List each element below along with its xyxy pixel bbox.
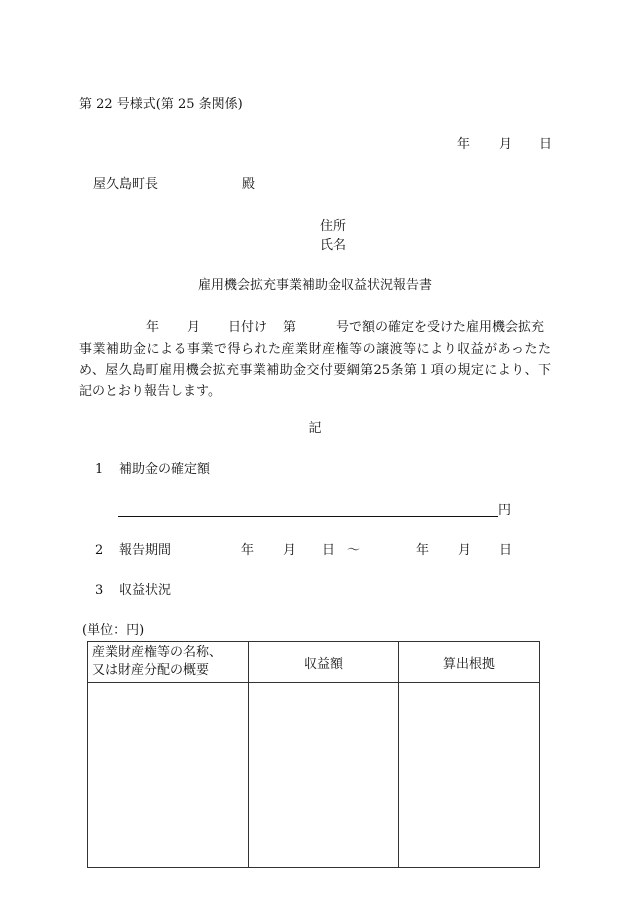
submission-date-day: 日 [539,137,553,152]
period-separator: ～ [347,543,361,558]
period-end-month: 月 [458,543,472,558]
recipient-name: 屋久島町長 [93,177,159,192]
submission-date-month: 月 [499,137,513,152]
body-year: 年 [146,320,160,335]
header-property-name-line1: 産業財産権等の名称、 [92,645,223,660]
cell-revenue-amount [249,683,399,868]
header-property-name-line2: 又は財産分配の概要 [92,663,210,678]
body-line-4: 記のとおり報告します。 [79,384,221,399]
body-line-3: め、屋久島町雇用機会拡充事業補助金交付要綱第25条第１項の規定により、下 [79,363,551,378]
cell-property-name [88,683,249,868]
header-property-name [88,642,249,683]
period-start-year: 年 [241,543,255,558]
item-1-label: 補助金の確定額 [119,462,211,477]
item-2-label: 報告期間 [119,543,172,558]
table-header-row [88,642,540,683]
name-label: 氏名 [320,238,347,253]
unit-note: (単位：円) [82,623,145,638]
body-line1-rest: 号で額の確定を受けた雇用機会拡充 [336,320,545,335]
header-calculation-basis: 算出根拠 [399,642,540,683]
body-day-dated: 日付け [228,320,268,335]
item-3-number: 3 [95,583,104,598]
body-line-2: 事業補助金による事業で得られた産業財産権等の譲渡等により収益があったた [79,342,551,357]
submission-date-year: 年 [457,137,471,152]
body-dai: 第 [283,320,297,335]
address-label: 住所 [320,219,347,234]
item-2-number: 2 [95,543,104,558]
revenue-table [87,641,540,868]
cell-calculation-basis [399,683,540,868]
body-month: 月 [187,320,201,335]
item-1-number: 1 [95,462,104,477]
period-end-day: 日 [499,543,513,558]
period-end-year: 年 [416,543,430,558]
table-row [88,683,540,868]
ki-heading: 記 [308,421,322,436]
recipient-honorific: 殿 [242,177,256,192]
document-title: 雇用機会拡充事業補助金収益状況報告書 [197,278,432,293]
period-start-day: 日 [322,543,336,558]
form-number: 第 22 号様式(第 25 条関係) [79,97,243,112]
period-start-month: 月 [283,543,297,558]
amount-underline [118,516,498,517]
header-revenue-amount: 収益額 [249,642,399,683]
yen-unit: 円 [498,503,512,518]
item-3-label: 収益状況 [119,583,172,598]
